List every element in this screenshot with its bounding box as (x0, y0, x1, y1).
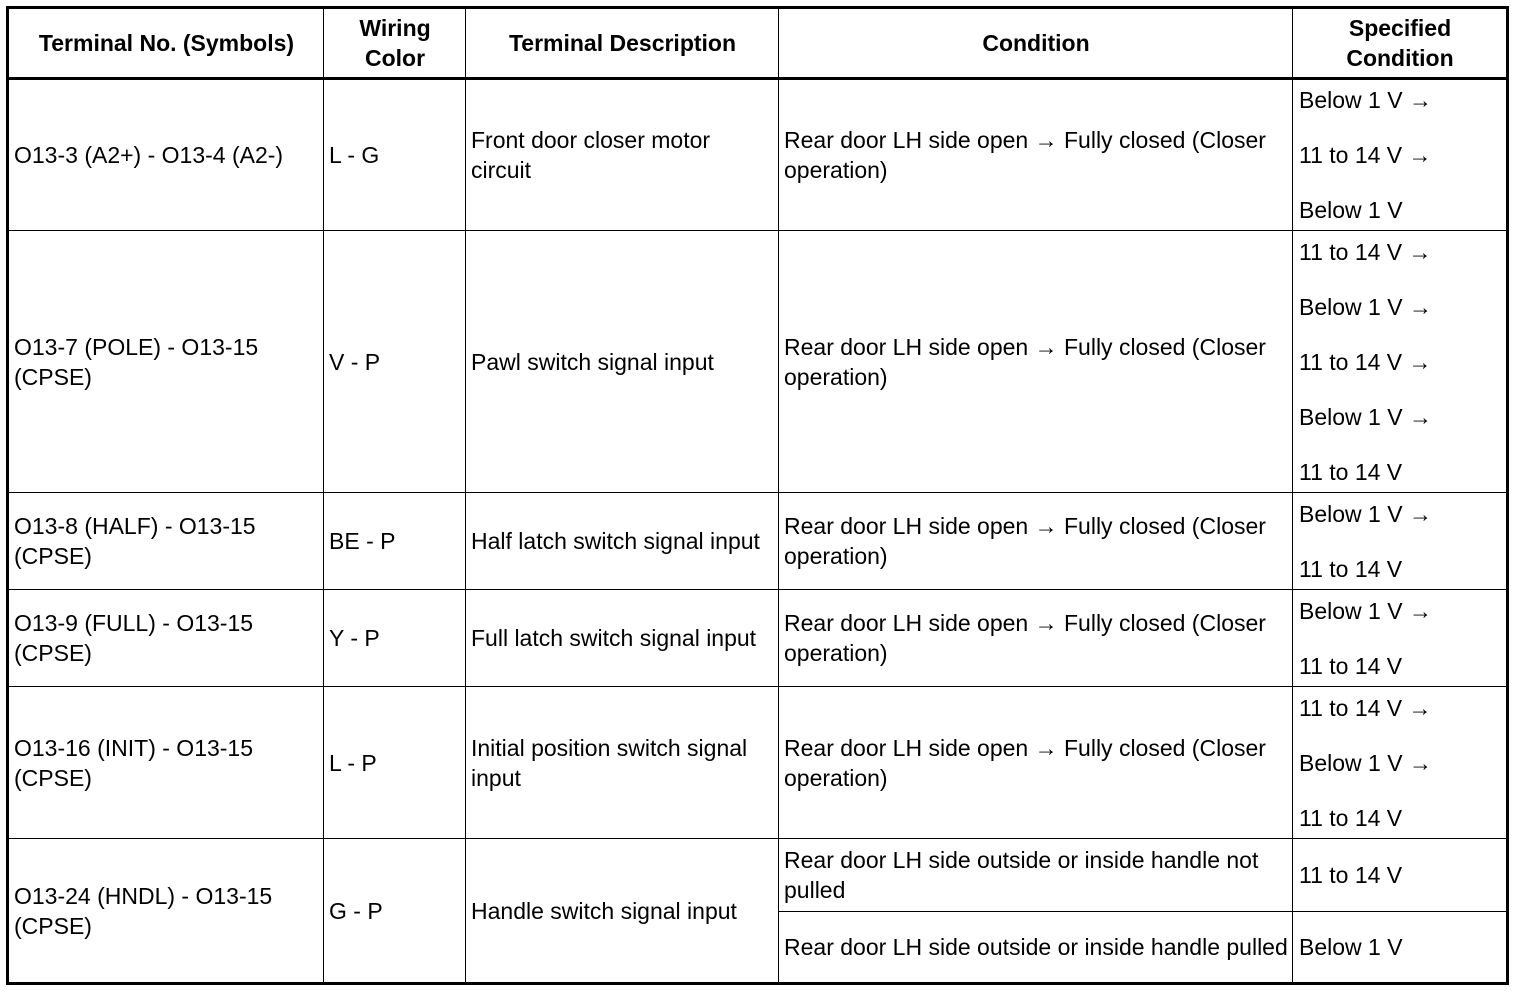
wiring-cell: L - G (324, 79, 466, 231)
table-row (8, 839, 1508, 912)
table-row (8, 687, 1508, 839)
spec-step: Below 1 V → (1299, 293, 1432, 320)
header-wiring-line2: Color (364, 45, 426, 71)
header-condition: Condition (779, 8, 1293, 79)
wiring-cell: Y - P (324, 590, 466, 687)
wiring-cell: BE - P (324, 493, 466, 590)
condition-cell: Rear door LH side open → Fully closed (Closer operation) (779, 231, 1293, 493)
spec-cell: Below 1 V (1293, 912, 1508, 984)
spec-cell (1293, 231, 1508, 493)
header-wiring-color (324, 8, 466, 79)
spec-step: Below 1 V → (1299, 500, 1432, 527)
table-row (8, 493, 1508, 590)
spec-step: Below 1 V → (1299, 87, 1432, 113)
spec-step: 11 to 14 V (1299, 804, 1403, 831)
spec-cell (1293, 493, 1508, 590)
spec-step: 11 to 14 V (1299, 458, 1403, 485)
header-terminal: Terminal No. (Symbols) (8, 8, 324, 79)
header-specified-line2: Condition (1346, 45, 1454, 71)
condition-cell: Rear door LH side outside or inside handle not pulled (779, 839, 1293, 912)
spec-step: Below 1 V (1299, 197, 1403, 223)
spec-step: Below 1 V → (1299, 749, 1432, 776)
description-cell: Half latch switch signal input (466, 493, 779, 590)
spec-step: Below 1 V → (1299, 403, 1432, 430)
table-row (8, 231, 1508, 493)
header-row (8, 8, 1508, 79)
terminal-cell: O13-7 (POLE) - O13-15 (CPSE) (8, 231, 324, 493)
header-wiring-line1: Wiring (359, 15, 431, 41)
description-cell: Handle switch signal input (466, 839, 779, 984)
condition-cell: Rear door LH side open → Fully closed (Closer operation) (779, 79, 1293, 231)
spec-step: 11 to 14 V → (1299, 238, 1432, 265)
terminal-cell: O13-3 (A2+) - O13-4 (A2-) (8, 79, 324, 231)
wiring-cell: G - P (324, 839, 466, 984)
header-specified-condition (1293, 8, 1508, 79)
spec-step: 11 to 14 V → (1299, 694, 1432, 721)
terminal-cell: O13-24 (HNDL) - O13-15 (CPSE) (8, 839, 324, 984)
spec-cell (1293, 79, 1508, 231)
description-cell: Front door closer motor circuit (466, 79, 779, 231)
header-description: Terminal Description (466, 8, 779, 79)
description-cell: Initial position switch signal input (466, 687, 779, 839)
header-specified-line1: Specified (1348, 15, 1452, 41)
spec-step: 11 to 14 V (1299, 555, 1403, 582)
wiring-cell: V - P (324, 231, 466, 493)
terminal-cell: O13-16 (INIT) - O13-15 (CPSE) (8, 687, 324, 839)
terminal-spec-table (6, 6, 1509, 985)
condition-cell: Rear door LH side open → Fully closed (Closer operation) (779, 493, 1293, 590)
description-cell: Pawl switch signal input (466, 231, 779, 493)
spec-cell (1293, 590, 1508, 687)
table-row (8, 79, 1508, 231)
spec-cell (1293, 687, 1508, 839)
spec-cell: 11 to 14 V (1293, 839, 1508, 912)
condition-cell: Rear door LH side outside or inside handle pulled (779, 912, 1293, 984)
condition-cell: Rear door LH side open → Fully closed (Closer operation) (779, 590, 1293, 687)
description-cell: Full latch switch signal input (466, 590, 779, 687)
spec-step: 11 to 14 V (1299, 652, 1403, 679)
terminal-cell: O13-9 (FULL) - O13-15 (CPSE) (8, 590, 324, 687)
wiring-cell: L - P (324, 687, 466, 839)
condition-cell: Rear door LH side open → Fully closed (Closer operation) (779, 687, 1293, 839)
spec-step: 11 to 14 V → (1299, 348, 1432, 375)
spec-step: 11 to 14 V → (1299, 142, 1432, 168)
spec-step: Below 1 V → (1299, 597, 1432, 624)
table-row (8, 590, 1508, 687)
terminal-cell: O13-8 (HALF) - O13-15 (CPSE) (8, 493, 324, 590)
